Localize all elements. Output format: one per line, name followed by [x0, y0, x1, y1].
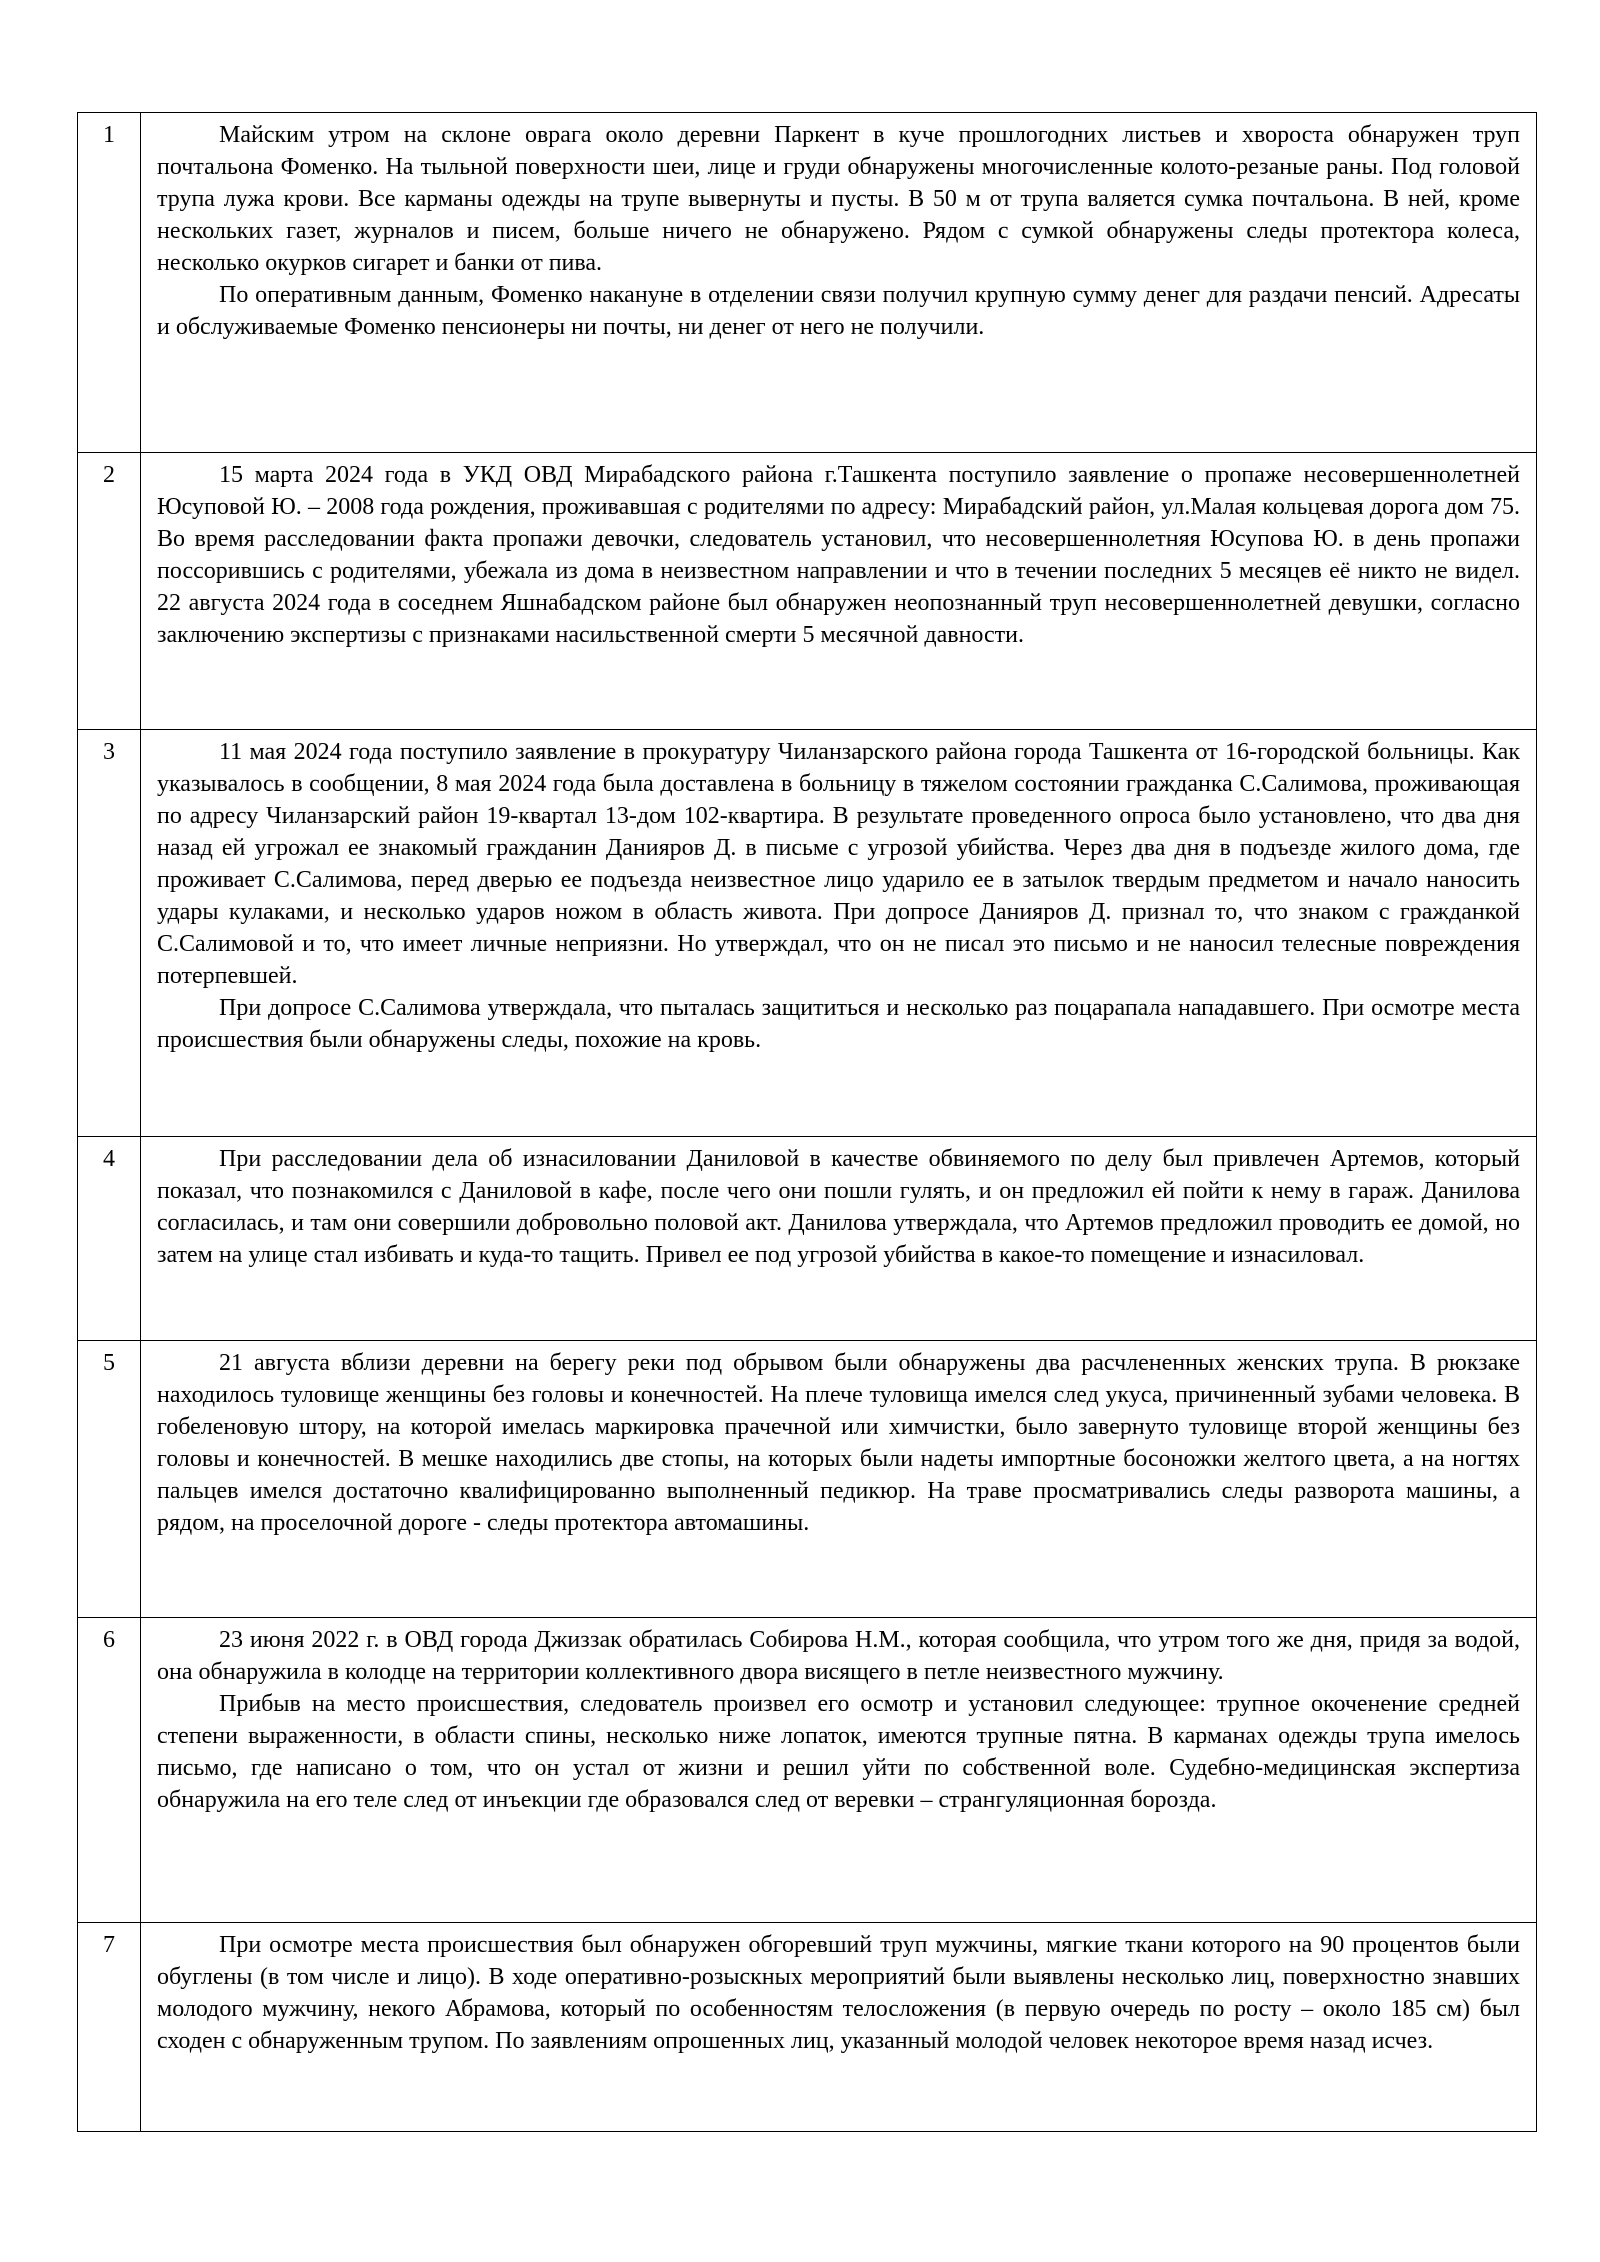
case-text: [141, 113, 1537, 453]
case-row-1: [78, 113, 1537, 453]
case-number: 1: [78, 113, 141, 453]
case-row-5: [78, 1341, 1537, 1618]
case-paragraph: При расследовании дела об изнасиловании Даниловой в качестве обвиняемого по делу был привлечен Артемов, который показал, что познакомился с Даниловой в кафе, после чего они пошли гулять, и он предложил ей пойти к нему в гараж. Данилова согласилась, и там они совершили добровольно половой акт. Данилова утверждала, что Артемов предложил проводить ее домой, но затем на улице стал избивать и куда-то тащить. Привел ее под угрозой убийства в какое-то помещение и изнасиловал.: [157, 1146, 1520, 1268]
case-paragraph: 15 марта 2024 года в УКД ОВД Мирабадского района г.Ташкента поступило заявление о пропаже несовершеннолетней Юсуповой Ю. – 2008 года рождения, проживавшая с родителями по адресу: Мирабадский район, ул.Малая кольцевая дорога дом 75. Во время расследовании факта пропажи девочки, следователь установил, что несовершеннолетняя Юсупова Ю. в день пропажи поссорившись с родителями, убежала из дома в неизвестном направлении и что в течении последних 5 месяцев её никто не видел. 22 августа 2024 года в соседнем Яшнабадском районе был обнаружен неопознанный труп несовершеннолетней девушки, согласно заключению экспертизы с признаками насильственной смерти 5 месячной давности.: [157, 462, 1520, 648]
cases-table: [77, 112, 1537, 2132]
case-row-4: [78, 1137, 1537, 1341]
document-page: [77, 112, 1537, 2132]
case-row-6: [78, 1618, 1537, 1923]
case-text: [141, 730, 1537, 1137]
case-paragraph: Прибыв на место происшествия, следователь произвел его осмотр и установил следующее: трупное окоченение средней степени выраженности, в области спины, несколько ниже лопаток, имеются трупные пятна. В карманах одежды трупа имелось письмо, где написано о том, что он устал от жизни и решил уйти по собственной воле. Судебно-медицинская экспертиза обнаружила на его теле след от инъекции где образовался след от веревки – странгуляционная борозда.: [157, 1691, 1520, 1813]
case-text: [141, 1618, 1537, 1923]
case-text: [141, 1137, 1537, 1341]
case-text: [141, 453, 1537, 730]
case-number: 2: [78, 453, 141, 730]
case-paragraph: 23 июня 2022 г. в ОВД города Джиззак обратилась Собирова Н.М., которая сообщила, что утром того же дня, придя за водой, она обнаружила в колодце на территории коллективного двора висящего в петле неизвестного мужчину.: [157, 1627, 1520, 1685]
case-paragraph: Майским утром на склоне оврага около деревни Паркент в куче прошлогодних листьев и хвороста обнаружен труп почтальона Фоменко. На тыльной поверхности шеи, лице и груди обнаружены многочисленные колото-резаные раны. Под головой трупа лужа крови. Все карманы одежды на трупе вывернуты и пусты. В 50 м от трупа валяется сумка почтальона. В ней, кроме нескольких газет, журналов и писем, больше ничего не обнаружено. Рядом с сумкой обнаружены следы протектора колеса, несколько окурков сигарет и банки от пива.: [157, 122, 1520, 276]
case-row-7: [78, 1923, 1537, 2132]
case-paragraph: 11 мая 2024 года поступило заявление в прокуратуру Чиланзарского района города Ташкента от 16-городской больницы. Как указывалось в сообщении, 8 мая 2024 года была доставлена в больницу в тяжелом состоянии гражданка С.Салимова, проживающая по адресу Чиланзарский район 19-квартал 13-дом 102-квартира. В результате проведенного опроса было установлено, что два дня назад ей угрожал ее знакомый гражданин Данияров Д. в письме с угрозой убийства. Через два дня в подъезде жилого дома, где проживает С.Салимова, перед дверью ее подъезда неизвестное лицо ударило ее в затылок твердым предметом и начало наносить удары кулаками, и несколько ударов ножом в область живота. При допросе Данияров Д. признал то, что знаком с гражданкой С.Салимовой и то, что имеет личные неприязни. Но утверждал, что он не писал это письмо и не наносил телесные повреждения потерпевшей.: [157, 739, 1520, 989]
case-paragraph: 21 августа вблизи деревни на берегу реки под обрывом были обнаружены два расчлененных женских трупа. В рюкзаке находилось туловище женщины без головы и конечностей. На плече туловища имелся след укуса, причиненный зубами человека. В гобеленовую штору, на которой имелась маркировка прачечной или химчистки, было завернуто туловище второй женщины без головы и конечностей. В мешке находились две стопы, на которых были надеты импортные босоножки желтого цвета, а на ногтях пальцев имелся достаточно квалифицированно выполненный педикюр. На траве просматривались следы разворота машины, а рядом, на проселочной дороге - следы протектора автомашины.: [157, 1350, 1520, 1536]
case-number: 4: [78, 1137, 141, 1341]
case-row-3: [78, 730, 1537, 1137]
case-number: 5: [78, 1341, 141, 1618]
case-text: [141, 1341, 1537, 1618]
case-paragraph: По оперативным данным, Фоменко накануне в отделении связи получил крупную сумму денег для раздачи пенсий. Адресаты и обслуживаемые Фоменко пенсионеры ни почты, ни денег от него не получили.: [157, 282, 1520, 340]
case-text: [141, 1923, 1537, 2132]
case-paragraph: При допросе С.Салимова утверждала, что пыталась защититься и несколько раз поцарапала нападавшего. При осмотре места происшествия были обнаружены следы, похожие на кровь.: [157, 995, 1520, 1053]
case-number: 3: [78, 730, 141, 1137]
case-paragraph: При осмотре места происшествия был обнаружен обгоревший труп мужчины, мягкие ткани которого на 90 процентов были обуглены (в том числе и лицо). В ходе оперативно-розыскных мероприятий были выявлены несколько лиц, поверхностно знавших молодого мужчину, некого Абрамова, который по особенностям телосложения (в первую очередь по росту – около 185 см) был сходен с обнаруженным трупом. По заявлениям опрошенных лиц, указанный молодой человек некоторое время назад исчез.: [157, 1932, 1520, 2054]
case-number: 7: [78, 1923, 141, 2132]
case-row-2: [78, 453, 1537, 730]
case-number: 6: [78, 1618, 141, 1923]
